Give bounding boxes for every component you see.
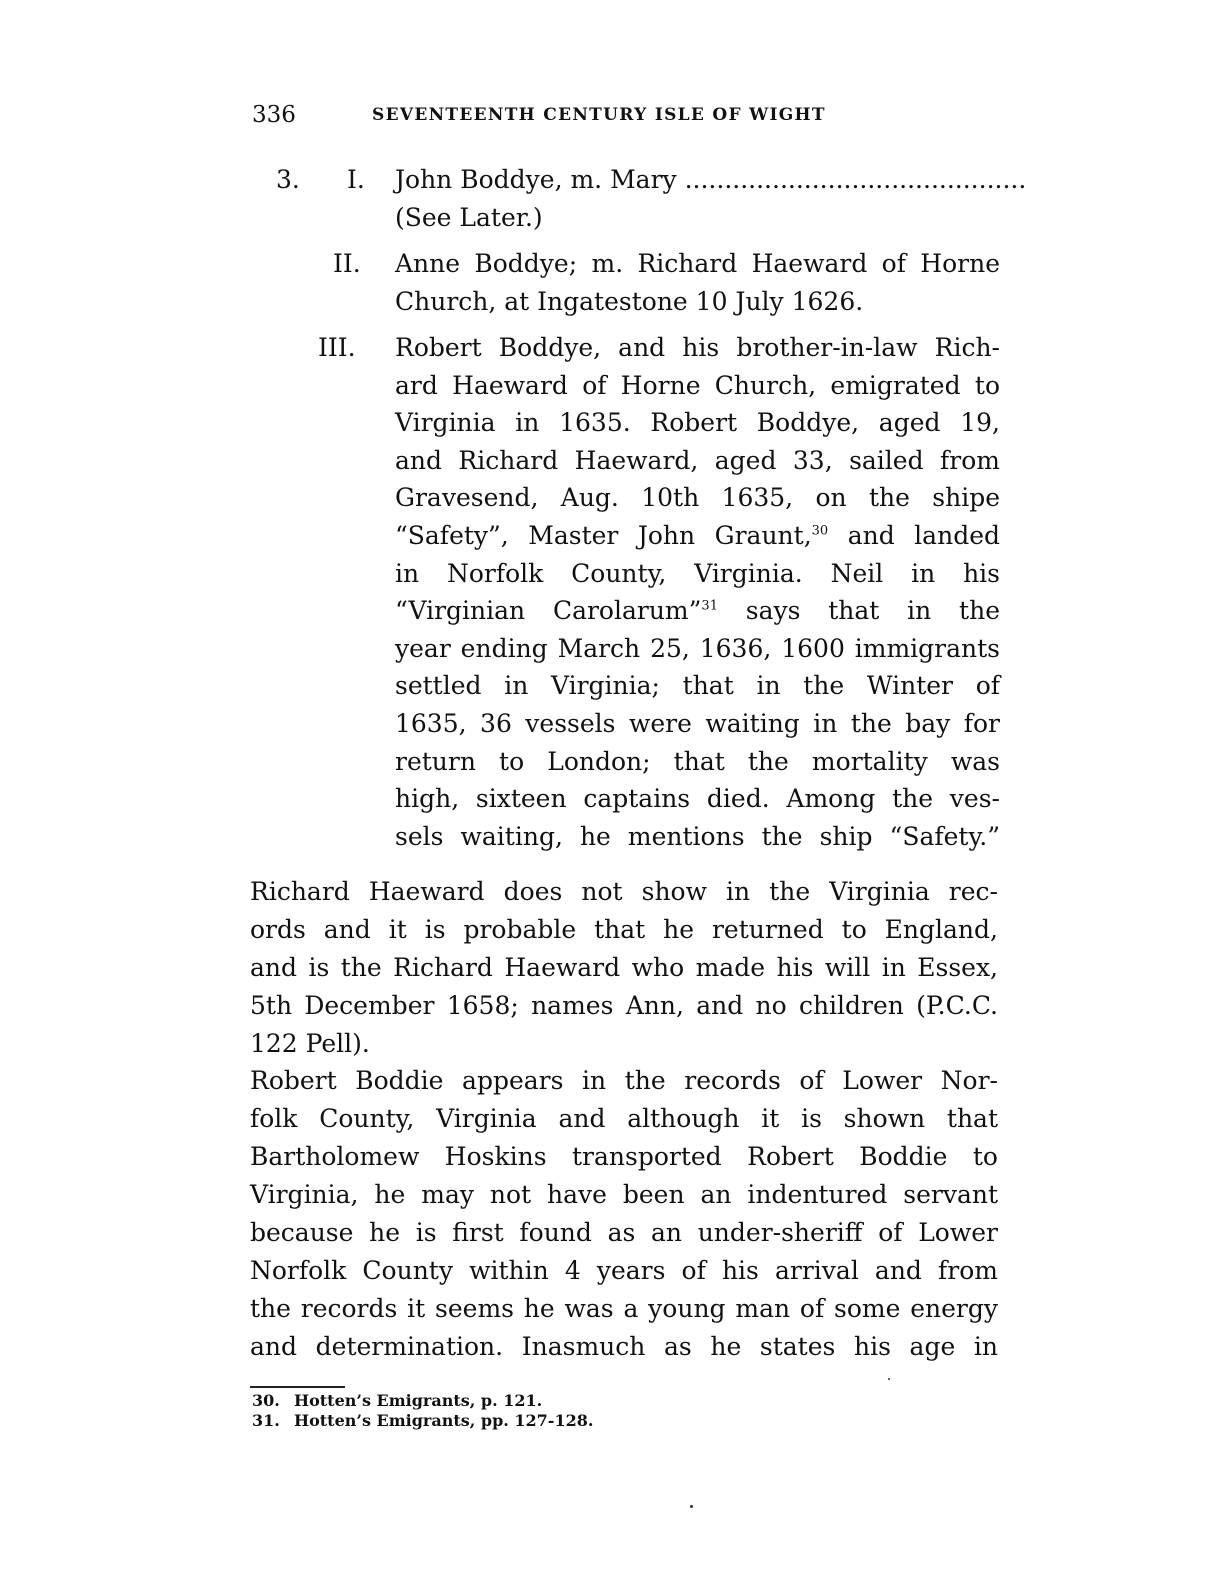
entry-roman-numeral: I. [347, 165, 365, 194]
text-fragment: says that in the [717, 596, 1000, 626]
text-line: Virginia in 1635. Robert Boddye, aged 19, [395, 408, 1000, 438]
text-line: the records it seems he was a young man of some energy [250, 1294, 998, 1323]
text-line: Bartholomew Hoskins transported Robert Boddie to [250, 1142, 998, 1171]
running-title: SEVENTEENTH CENTURY ISLE OF WIGHT [372, 105, 826, 125]
text-line: and Richard Haeward, aged 33, sailed from [395, 445, 1000, 475]
text-line: high, sixteen captains died. Among the ves- [395, 784, 1000, 814]
text-fragment: “Safety”, Master John Graunt, [395, 520, 812, 550]
paragraph-haeward [250, 873, 998, 1063]
page-number: 336 [252, 102, 296, 128]
scan-speck [888, 1378, 890, 1380]
text-line: Robert Boddie appears in the records of Lower Nor- [250, 1066, 998, 1095]
footnote-number: 30. [252, 1391, 280, 1410]
paragraph-boddie [250, 1062, 998, 1366]
text-line: Virginia, he may not have been an indentured servant [250, 1180, 998, 1209]
entry-text [395, 161, 1027, 236]
text-line: 1635, 36 vessels were waiting in the bay for [395, 708, 1000, 738]
text-line: because he is first found as an under-sheriff of Lower [250, 1218, 998, 1247]
footnotes [252, 1391, 593, 1431]
entry-3 [0, 329, 1224, 869]
footnote-text: Hotten’s Emigrants, p. 121. [294, 1391, 543, 1410]
entry-number: 3. [276, 165, 300, 194]
text-line: Norfolk County within 4 years of his arrival and from [250, 1256, 998, 1285]
text-line: (See Later.) [395, 202, 543, 232]
text-line: in Norfolk County, Virginia. Neil in his [395, 558, 1000, 588]
entry-1 [0, 161, 1224, 241]
footnote-marker: 31 [701, 598, 718, 614]
footnote-rule [250, 1386, 345, 1388]
footnote [252, 1391, 593, 1411]
text-line: ard Haeward of Horne Church, emigrated to [395, 370, 1000, 400]
entry-2 [0, 245, 1224, 325]
scan-speck [690, 1505, 693, 1508]
text-line: year ending March 25, 1636, 1600 immigrants [395, 633, 1000, 663]
text-line: Richard Haeward does not show in the Virginia rec- [250, 877, 998, 906]
text-line: Church, at Ingatestone 10 July 1626. [395, 286, 864, 316]
text-line: folk County, Virginia and although it is shown that [250, 1104, 998, 1133]
footnote [252, 1411, 593, 1431]
text-line: and is the Richard Haeward who made his will in Essex, [250, 953, 998, 982]
entry-roman-numeral: II. [333, 249, 361, 278]
text-fragment: “Virginian Carolarum” [395, 596, 702, 626]
footnote-text: Hotten’s Emigrants, pp. 127-128. [294, 1411, 594, 1430]
entry-text [395, 329, 1000, 855]
footnote-marker: 30 [811, 523, 829, 539]
text-fragment: and landed [828, 520, 1000, 550]
text-line: 122 Pell). [250, 1029, 370, 1058]
text-line-with-footnote [395, 517, 1000, 555]
text-line: return to London; that the mortality was [395, 746, 1000, 776]
entry-text [395, 245, 1000, 320]
entry-roman-numeral: III. [318, 333, 356, 362]
text-line-with-footnote [395, 592, 1000, 630]
footnote-number: 31. [252, 1411, 280, 1430]
text-line: ords and it is probable that he returned to England, [250, 915, 998, 944]
text-line: Gravesend, Aug. 10th 1635, on the shipe [395, 483, 1000, 513]
text-line: and determination. Inasmuch as he states his age in [250, 1332, 998, 1361]
text-line: John Boddye, m. Mary ........................................... [395, 165, 1027, 194]
text-line: settled in Virginia; that in the Winter of [395, 671, 1000, 701]
running-head [252, 102, 1012, 130]
text-line: Anne Boddye; m. Richard Haeward of Horne [395, 249, 1000, 278]
text-line: sels waiting, he mentions the ship “Safety.” [395, 821, 1000, 851]
text-line: 5th December 1658; names Ann, and no children (P.C.C. [250, 991, 998, 1020]
text-line: Robert Boddye, and his brother-in-law Rich- [395, 333, 1000, 362]
